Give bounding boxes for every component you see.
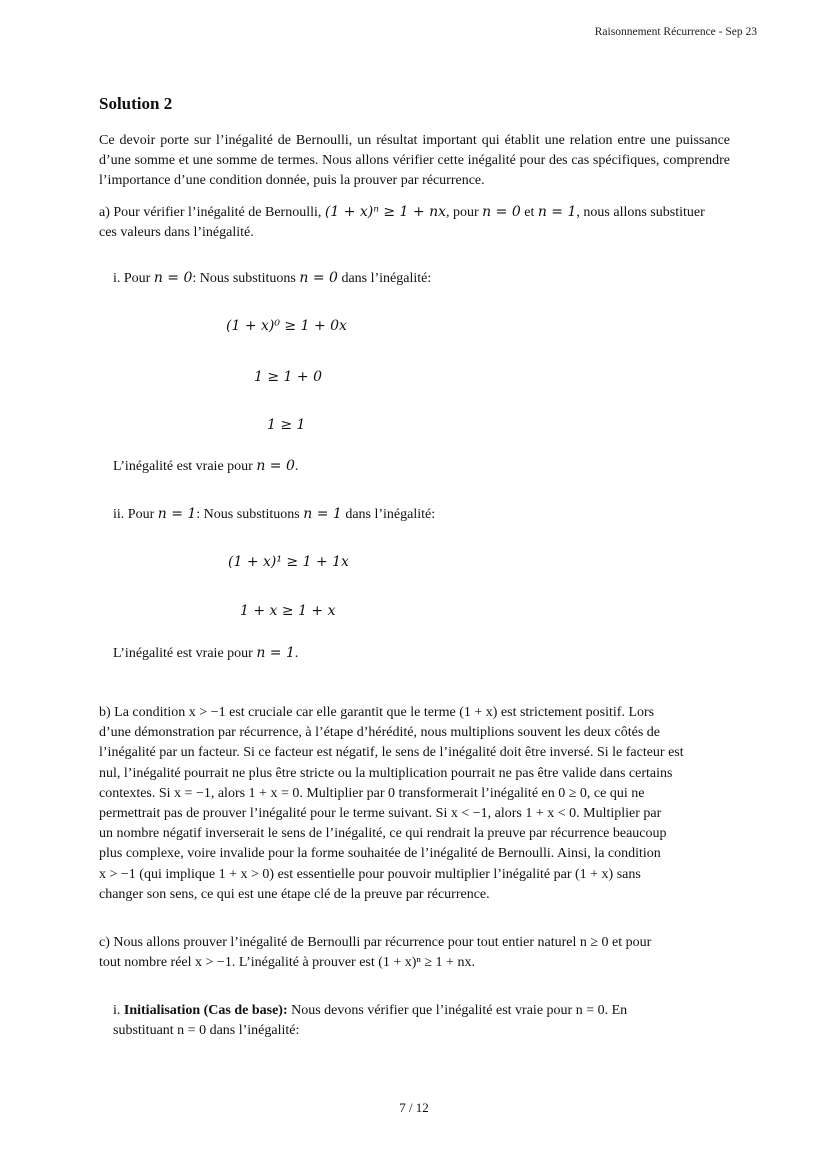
initialisation-paragraph — [113, 1001, 713, 1041]
page-number: 7 / 12 — [399, 1100, 429, 1115]
part-b-line: x > −1 (qui implique 1 + x > 0) est essentielle pour pouvoir multiplier l’inégalité par (1 + x) sans — [99, 866, 641, 882]
case-ii-equation-1: (1 + x)¹ ≥ 1 + 1x — [228, 554, 349, 570]
part-b-line: plus complexe, voire invalide pour la forme souhaitée de l’inégalité de Bernoulli. Ainsi, la condition — [99, 846, 661, 862]
case-ii-conclusion: L’inégalité est vraie pour n = 1. — [113, 645, 299, 661]
part-b-line: l’inégalité par un facteur. Si ce facteur est négatif, le sens de l’inégalité doit être inversé. Si le facteur est — [99, 745, 684, 761]
initialisation-label: Initialisation (Cas de base): — [123, 1003, 288, 1018]
case-i-equation-2: 1 ≥ 1 + 0 — [254, 369, 322, 385]
case-ii-equation-2: 1 + x ≥ 1 + x — [240, 603, 336, 619]
case-i-heading: i. Pour n = 0: Nous substituons n = 0 dans l’inégalité: — [113, 270, 432, 286]
part-b-line: nul, l’inégalité pourrait ne plus être stricte ou la multiplication pourrait ne pas être valide dans certains — [99, 765, 673, 781]
part-a-intro — [99, 202, 730, 243]
initialisation-line-1: i. Initialisation (Cas de base): Nous devons vérifier que l’inégalité est vraie pour n = 0. En — [113, 1003, 628, 1018]
part-a-line-1: a) Pour vérifier l’inégalité de Bernoulli, (1 + x)ⁿ ≥ 1 + nx, pour n = 0 et n = 1, nous allons substituer — [99, 204, 705, 220]
part-b-line: d’une démonstration par récurrence, à l’étape d’hérédité, nous multiplions souvent les deux côtés de — [99, 725, 660, 741]
part-b-paragraph — [99, 703, 730, 905]
part-c-paragraph — [99, 933, 730, 973]
part-b-line: un nombre négatif inverserait le sens de l’inégalité, ce qui rendrait la preuve par récurrence beaucoup — [99, 826, 667, 842]
case-ii-heading: ii. Pour n = 1: Nous substituons n = 1 dans l’inégalité: — [113, 506, 436, 522]
part-c-line-2: tout nombre réel x > −1. L’inégalité à prouver est (1 + x)ⁿ ≥ 1 + nx. — [99, 955, 475, 971]
intro-paragraph: Ce devoir porte sur l’inégalité de Bernoulli, un résultat important qui établit une relation entre une puissance d’une somme et une somme de termes. Nous allons vérifier cette inégalité pour des cas spécifiques, comprendre l’importance d’une condition donnée, puis la prouver par récurrence. — [99, 133, 730, 189]
part-c-line-1: c) Nous allons prouver l’inégalité de Bernoulli par récurrence pour tout entier naturel n ≥ 0 et pour — [99, 935, 652, 950]
part-b-line: changer son sens, ce qui est une étape clé de la preuve par récurrence. — [99, 886, 490, 902]
running-header: Raisonnement Récurrence - Sep 23 — [594, 26, 757, 38]
case-i-conclusion: L’inégalité est vraie pour n = 0. — [113, 458, 299, 474]
initialisation-line-2: substituant n = 0 dans l’inégalité: — [113, 1023, 300, 1039]
section-title: Solution 2 — [99, 94, 173, 113]
part-a-line-2: ces valeurs dans l’inégalité. — [99, 225, 254, 241]
part-b-line: permettrait pas de prouver l’inégalité pour le terme suivant. Si x < −1, alors 1 + x < 0. Multiplier par — [99, 806, 662, 822]
part-b-line: contextes. Si x = −1, alors 1 + x = 0. Multiplier par 0 transformerait l’inégalité en 0 ≥ 0, ce qui ne — [99, 785, 645, 801]
part-b-line: b) La condition x > −1 est cruciale car elle garantit que le terme (1 + x) est strictement positif. Lors — [99, 705, 655, 720]
case-i-equation-3: 1 ≥ 1 — [267, 417, 306, 433]
case-i-equation-1: (1 + x)⁰ ≥ 1 + 0x — [226, 318, 347, 334]
